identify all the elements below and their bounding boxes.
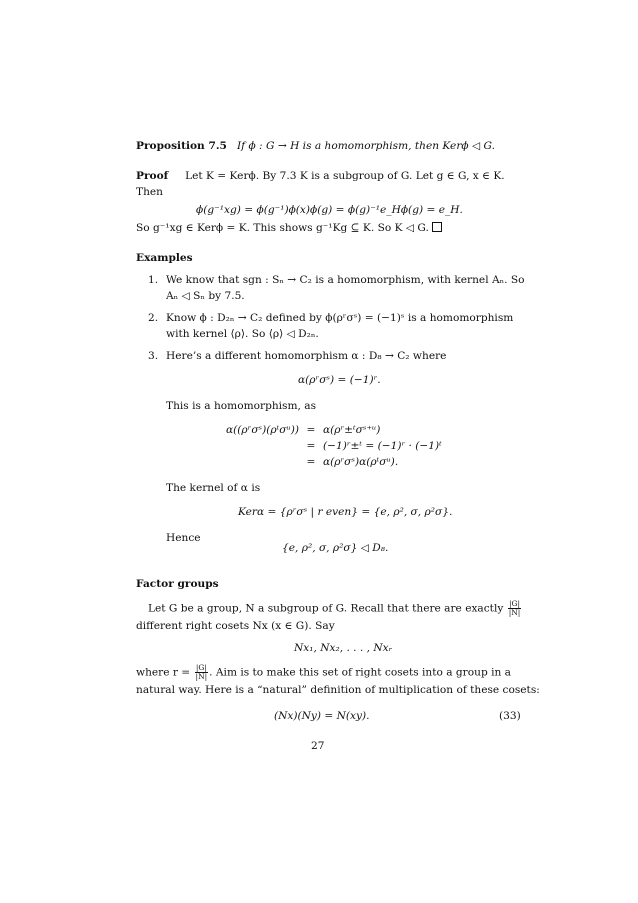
proof-text-1: Let K = Kerϕ. By 7.3 K is a subgroup of G. Let g ∈ G, x ∈ K. <box>185 170 505 182</box>
factor-groups-para2-line-2: natural way. Here is a “natural” definition of multiplication of these cosets: <box>136 684 540 696</box>
example-item-2-line-2: with kernel ⟨ρ⟩. So ⟨ρ⟩ ◁ D₂ₙ. <box>166 328 319 340</box>
aligned-eq-rhs-1: α(ρʳ±ᵗσˢ⁺ᵘ) <box>322 424 381 436</box>
example-item-3-line-1: Here’s a different homomorphism α : D₈ → C₂ where <box>166 350 447 362</box>
fraction-G-over-N-2: $\frac{|G|}{|N|}$ <box>195 663 208 681</box>
proposition-statement: If ϕ : G → H is a homomorphism, then Kerϕ ◁ G. <box>237 140 495 152</box>
factor-groups-para-line-1: Let G be a group, N a subgroup of G. Recall that there are exactly $\frac{|G|}{|N|}$ <box>148 599 521 617</box>
page-number: 27 <box>311 740 325 752</box>
aligned-eq-rhs-3: α(ρʳσˢ)α(ρᵗσᵘ). <box>322 456 399 468</box>
proof-heading: Proof <box>136 170 169 182</box>
hence-equation: {e, ρ², σ, ρ²σ} ◁ D₈. <box>282 542 389 554</box>
example-item-3-text-homomorphism: This is a homomorphism, as <box>166 400 317 412</box>
fraction-G-over-N: $\frac{|G|}{|N|}$ <box>508 599 521 617</box>
proof-equation: ϕ(g⁻¹xg) = ϕ(g⁻¹)ϕ(x)ϕ(g) = ϕ(g)⁻¹e_Hϕ(g) = e_H. <box>196 204 463 216</box>
aligned-eq-sign-3: = <box>306 456 316 468</box>
examples-heading: Examples <box>136 252 193 264</box>
proof-line-1 <box>136 168 505 184</box>
aligned-eq-rhs-2: (−1)ʳ±ᵗ = (−1)ʳ · (−1)ᵗ <box>322 440 442 452</box>
kernel-intro: The kernel of α is <box>166 482 261 494</box>
equation-number: (33) <box>499 710 521 722</box>
cosets-list: Nx₁, Nx₂, . . . , Nxᵣ <box>294 642 393 654</box>
factor-groups-para-line-2: different right cosets Nx (x ∈ G). Say <box>136 620 335 632</box>
proof-conclusion: So g⁻¹xg ∈ Kerϕ = K. This shows g⁻¹Kg ⊆ K. So K ◁ G. <box>136 220 442 236</box>
example-item-3-equation: α(ρʳσˢ) = (−1)ʳ. <box>298 374 381 386</box>
factor-groups-para2-line-1: where r = $\frac{|G|}{|N|}$ . Aim is to make this set of right cosets into a group in a <box>136 663 511 681</box>
example-item-1-number: 1. <box>148 274 159 286</box>
multiplication-equation: (Nx)(Ny) = N(xy). <box>274 710 370 722</box>
kernel-equation: Kerα = {ρʳσˢ | r even} = {e, ρ², σ, ρ²σ}. <box>238 506 453 518</box>
proof-line-2: Then <box>136 186 163 198</box>
example-item-2-number: 2. <box>148 312 159 324</box>
qed-square-icon <box>432 222 442 232</box>
homomorphism-aligned-equations <box>226 422 442 470</box>
proposition-title: Proposition 7.5 <box>136 140 227 152</box>
example-item-3-number: 3. <box>148 350 159 362</box>
factor-groups-heading: Factor groups <box>136 578 219 590</box>
example-item-2-line-1: Know ϕ : D₂ₙ → C₂ defined by ϕ(ρʳσˢ) = (−1)ˢ is a homomorphism <box>166 312 514 324</box>
aligned-eq-sign-1: = <box>306 424 316 436</box>
example-item-1-line-2: Aₙ ◁ Sₙ by 7.5. <box>166 290 245 302</box>
hence-label: Hence <box>166 532 201 544</box>
aligned-eq-lhs: α((ρʳσˢ)(ρᵗσᵘ)) <box>226 424 299 436</box>
aligned-eq-sign-2: = <box>306 440 316 452</box>
example-item-1-line-1: We know that sgn : Sₙ → C₂ is a homomorphism, with kernel Aₙ. So <box>166 274 525 286</box>
proposition-line <box>136 138 495 154</box>
